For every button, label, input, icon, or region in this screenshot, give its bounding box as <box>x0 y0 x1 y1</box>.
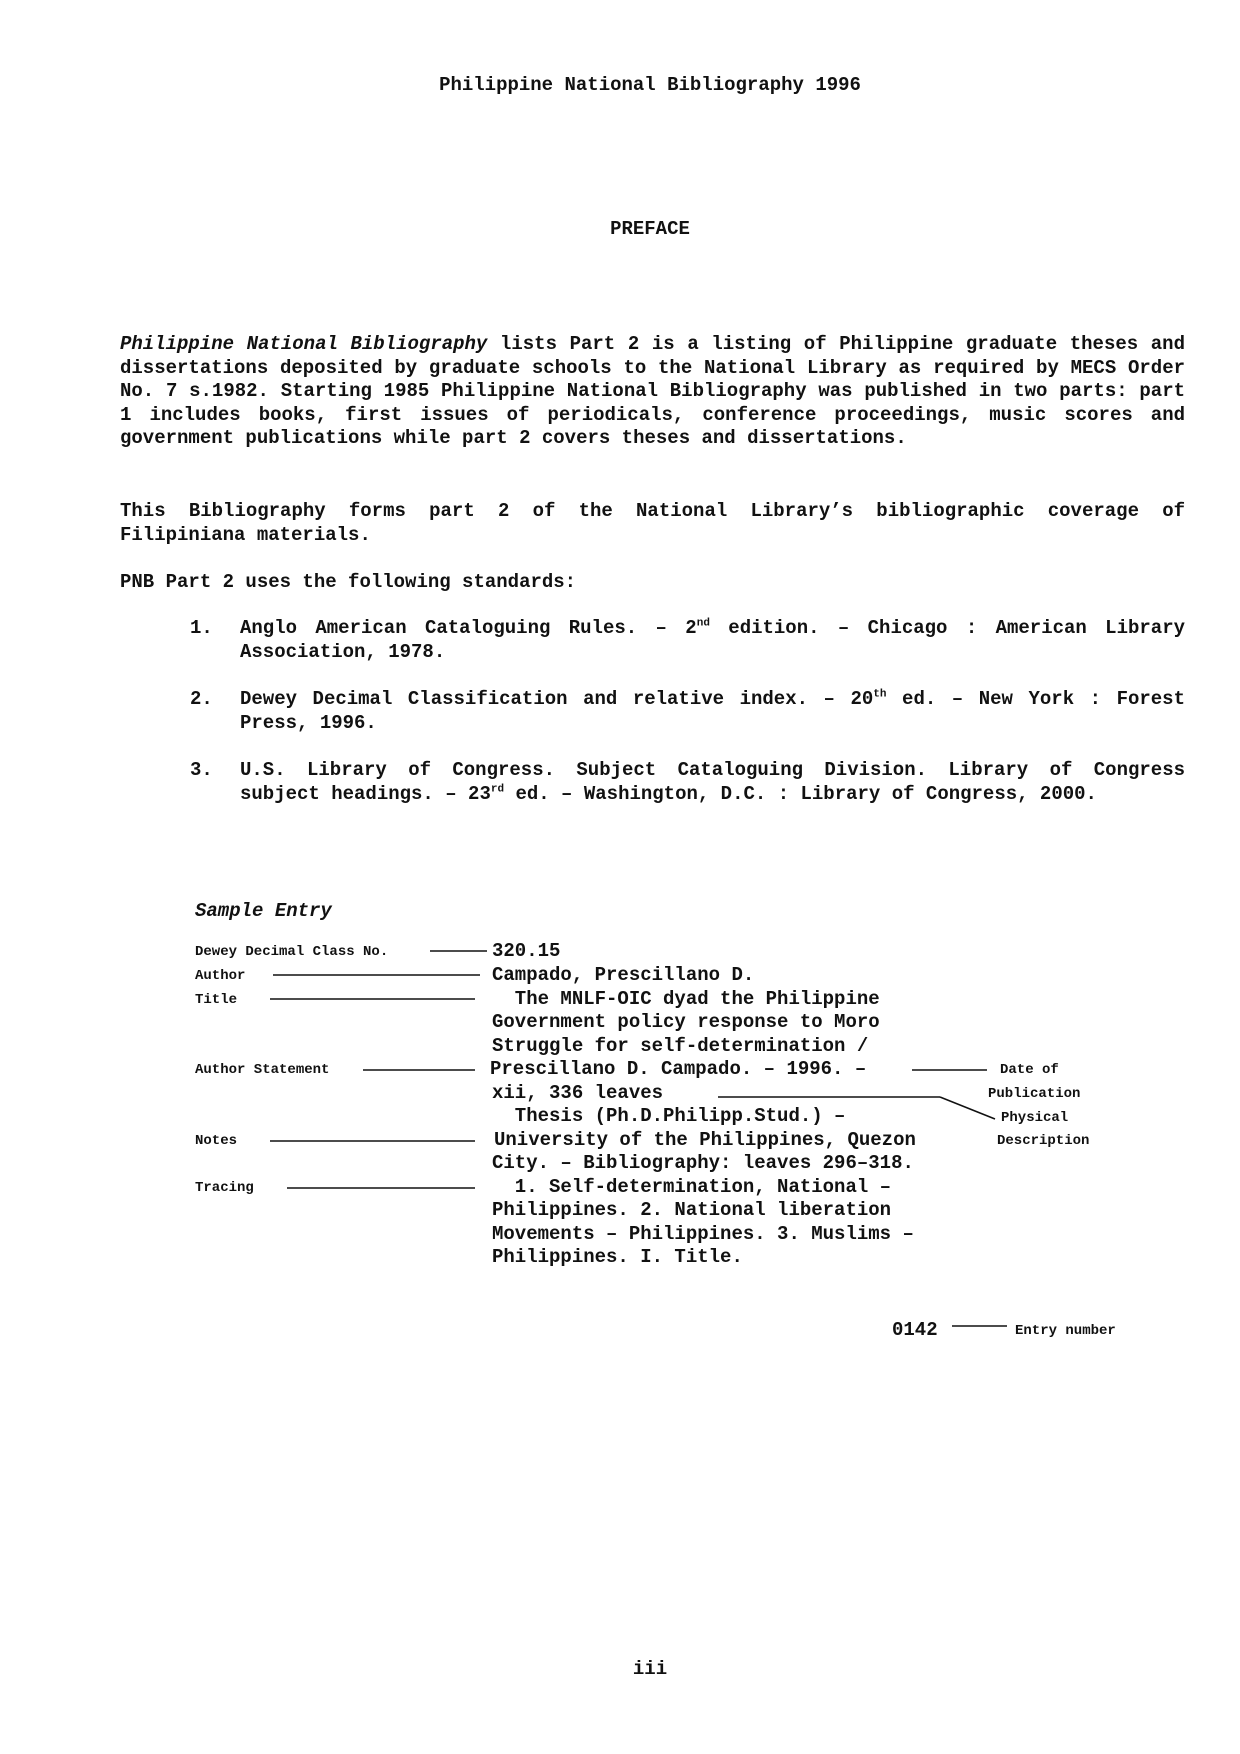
standard-number: 3. <box>190 759 213 781</box>
label-date-line2: Publication <box>988 1086 1081 1102</box>
entry-line: 1. Self-determination, National – <box>492 1176 892 1198</box>
entry-line: Prescillano D. Campado. – 1996. – <box>490 1058 867 1080</box>
label-dewey: Dewey Decimal Class No. <box>195 944 389 960</box>
entry-line: Philippines. 2. National liberation <box>492 1199 892 1221</box>
label-phys-line2: Description <box>997 1133 1090 1149</box>
entry-number-value: 0142 <box>892 1319 938 1341</box>
label-entry-number: Entry number <box>1015 1323 1116 1339</box>
entry-line: City. – Bibliography: leaves 296–318. <box>492 1152 914 1174</box>
standard-number: 1. <box>190 617 213 639</box>
entry-line: Movements – Philippines. 3. Muslims – <box>492 1223 914 1245</box>
label-date-line1: Date of <box>1000 1062 1059 1078</box>
entry-line: xii, 336 leaves <box>492 1082 664 1104</box>
label-notes: Notes <box>195 1133 238 1149</box>
paragraph-intro-text: lists Part 2 is a listing of Philippine graduate theses and dissertations deposited by graduate schools to the National Library as required by MECS Order No. 7 s.1982. Starting 1985 Philippine National Bibliography was published in two parts: part 1 includes books, first issues of periodicals, conference proceedings, music scores and government publications while part 2 covers theses and dissertations. <box>120 333 1185 449</box>
label-tracing: Tracing <box>195 1180 254 1196</box>
label-author: Author <box>195 968 246 984</box>
paragraph-coverage: This Bibliography forms part 2 of the National Library’s bibliographic coverage of Filipiniana materials. <box>120 500 1185 546</box>
entry-line: University of the Philippines, Quezon <box>494 1129 916 1151</box>
entry-line: Philippines. I. Title. <box>492 1246 743 1268</box>
page-number: iii <box>632 1658 668 1680</box>
paragraph-standards-intro: PNB Part 2 uses the following standards: <box>120 571 577 593</box>
standard-text: U.S. Library of Congress. Subject Cataloguing Division. Library of Congress subject headings. – 23rd ed. – Washington, D.C. : Library of Congress, 2000. <box>240 759 1185 805</box>
entry-line: The MNLF-OIC dyad the Philippine <box>492 988 880 1010</box>
entry-line: Government policy response to Moro <box>492 1011 880 1033</box>
connector-physical-b <box>940 1097 995 1119</box>
entry-line: Campado, Prescillano D. <box>492 964 755 986</box>
label-author-statement: Author Statement <box>195 1062 330 1078</box>
sample-entry-title: Sample Entry <box>195 900 332 922</box>
bibliography-title: Philippine National Bibliography <box>120 333 488 355</box>
entry-line: 320.15 <box>492 940 561 962</box>
entry-line: Thesis (Ph.D.Philipp.Stud.) – <box>492 1105 846 1127</box>
standard-text: Anglo American Cataloguing Rules. – 2nd edition. – Chicago : American Library Association, 1978. <box>240 617 1185 663</box>
entry-line: Struggle for self-determination / <box>492 1035 869 1057</box>
running-head: Philippine National Bibliography 1996 <box>439 74 861 96</box>
label-title: Title <box>195 992 238 1008</box>
label-phys-line1: Physical <box>1001 1110 1069 1126</box>
page-title: PREFACE <box>610 218 690 240</box>
standard-text: Dewey Decimal Classification and relative index. – 20th ed. – New York : Forest Press, 1996. <box>240 688 1185 734</box>
standard-number: 2. <box>190 688 213 710</box>
